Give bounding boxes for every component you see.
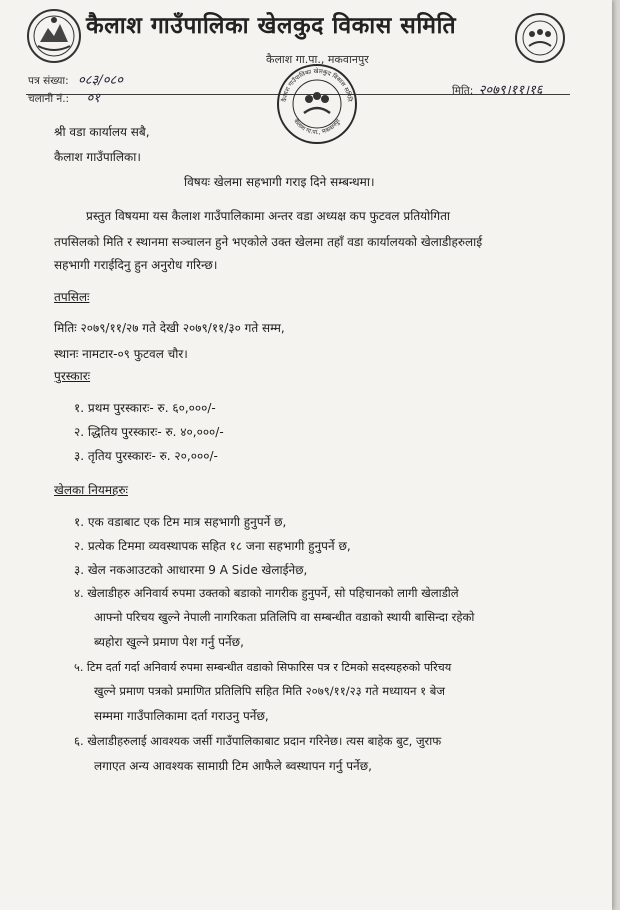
- date-value: २०७९।११।१६: [478, 83, 543, 98]
- prize-third: ३. तृतिय पुरस्कारः- रु. २०,०००/-: [74, 449, 218, 463]
- reference-value: ०८३/०८०: [78, 73, 123, 88]
- dispatch-value: ०१: [86, 91, 100, 106]
- recipient-line-2: कैलाश गाउँपालिका।: [54, 150, 141, 164]
- dispatch-label: चलानी नं.:: [28, 93, 70, 105]
- letterhead-title: कैलाश गाउँपालिका खेलकुद विकास समिति: [86, 13, 457, 39]
- committee-emblem-icon: [514, 12, 566, 64]
- rule-5-line-2: खुल्ने प्रमाण पत्रको प्रमाणित प्रतिलिपि सहित मिति २०७९/११/२३ गते मध्यायन १ बेज: [94, 684, 446, 698]
- rule-1: १. एक वडाबाट एक टिम मात्र सहभागी हुनुपर्ने छ,: [74, 515, 287, 529]
- seal-top-text: कैलाश गाउँपालिका खेलकुद विकास समिति: [281, 67, 353, 103]
- prize-first: १. प्रथम पुरस्कारः- रु. ६०,०००/-: [74, 401, 216, 415]
- letter-date: [452, 80, 543, 98]
- letterhead-address: कैलाश गा.पा., मकवानपुर: [266, 53, 369, 66]
- recipient-line-1: श्री वडा कार्यालय सबै,: [54, 125, 150, 139]
- rule-6-line-2: लगाएत अन्य आवश्यक सामाग्री टिम आफैले ब्वस्थापन गर्नु पर्नेछ,: [94, 759, 372, 773]
- intro-line-2: तपसिलको मिति र स्थानमा सञ्चालन हुने भएकोले उक्त खेलमा तहाँ वडा कार्यालयको खेलाडीहरुलाई: [54, 235, 483, 249]
- dispatch-number: [28, 88, 100, 106]
- rule-3: ३. खेल नकआउटको आधारमा 9 A Side खेलाईनेछ,: [74, 563, 308, 577]
- prize-second: २. द्धितिय पुरस्कारः- रु. ४०,०००/-: [74, 425, 224, 439]
- details-venue: स्थानः नामटार-०९ फुटवल चौर।: [54, 347, 188, 361]
- rule-4-line-1: ४. खेलाडीहरु अनिवार्य रुपमा उक्तको बडाको नागरीक हुनुपर्ने, सो पहिचानको लागी खेलाडीले: [74, 586, 459, 600]
- rule-2: २. प्रत्येक टिममा व्यवस्थापक सहित १८ जना सहभागी हुनुपर्ने छ,: [74, 539, 351, 553]
- rule-6-line-1: ६. खेलाडीहरुलाई आवश्यक जर्सी गाउँपालिकाबाट प्रदान गरिनेछ। त्यस बाहेक बुट, जुराफ: [74, 734, 442, 748]
- rule-4-line-2: आफ्नो परिचय खुल्ने नेपाली नागरिकता प्रतिलिपि वा सम्बन्धीत वडाको स्थायी बासिन्दा रहेको: [94, 610, 475, 624]
- rule-4-line-3: ब्यहोरा खुल्ने प्रमाण पेश गर्नु पर्नेछ,: [94, 635, 244, 649]
- date-label: मिति:: [452, 85, 474, 97]
- office-seal-icon: [276, 63, 358, 145]
- rule-5-line-3: सम्ममा गाउँपालिकामा दर्ता गराउनु पर्नेछ,: [94, 709, 269, 723]
- rules-heading: खेलका नियमहरुः: [54, 483, 128, 497]
- reference-number: [28, 70, 123, 88]
- reference-label: पत्र संख्या:: [28, 75, 69, 87]
- intro-line-3: सहभागी गराईदिनु हुन अनुरोध गरिन्छ।: [54, 258, 218, 272]
- details-heading: तपसिलः: [54, 290, 90, 304]
- rule-5-line-1: ५. टिम दर्ता गर्दा अनिवार्य रुपमा सम्बन्धीत वडाको सिफारिस पत्र र टिमको सदस्यहरुको परिचय: [74, 661, 452, 674]
- seal-bottom-text: कैलाश गा.पा., मकवानपुर: [291, 117, 343, 137]
- municipality-emblem-icon: [26, 8, 82, 64]
- intro-line-1: प्रस्तुत विषयमा यस कैलाश गाउँपालिकामा अन्तर वडा अध्यक्ष कप फुटवल प्रतियोगिता: [86, 209, 451, 223]
- prizes-heading: पुरस्कारः: [54, 369, 91, 383]
- details-date: मितिः २०७९/११/२७ गते देखी २०७९/११/३० गते सम्म,: [54, 321, 285, 335]
- subject-line: विषयः खेलमा सहभागी गराइ दिने सम्बन्धमा।: [184, 175, 375, 189]
